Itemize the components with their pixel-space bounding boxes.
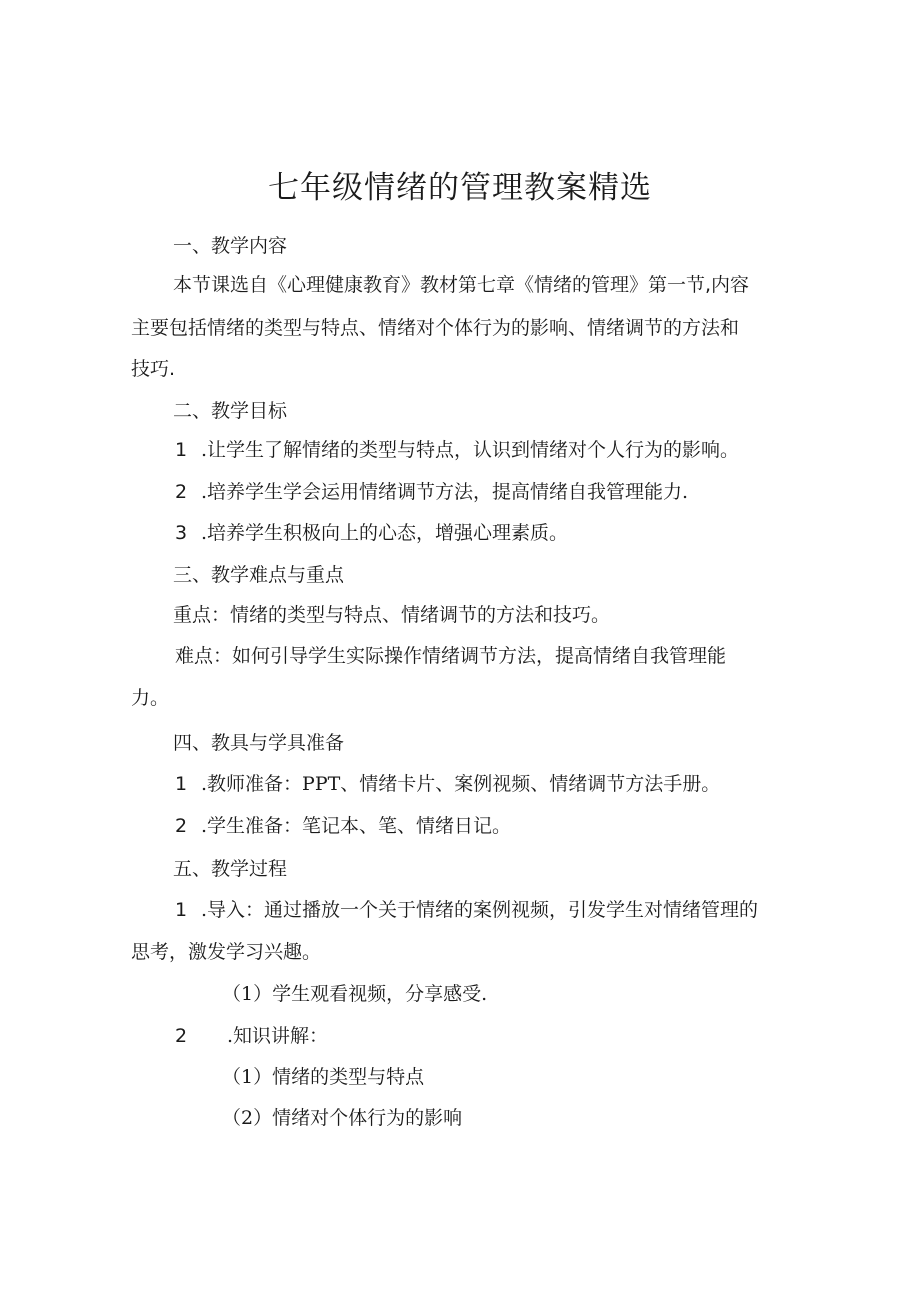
list-number: 2 — [175, 815, 188, 837]
list-text: .培养学生学会运用情绪调节方法，提高情绪自我管理能力. — [201, 481, 689, 503]
list-text: .知识讲解： — [227, 1025, 329, 1047]
list-text: .培养学生积极向上的心态，增强心理素质。 — [201, 522, 569, 544]
section-heading-objectives: 二、教学目标 — [173, 400, 288, 422]
list-text: .让学生了解情绪的类型与特点，认识到情绪对个人行为的影响。 — [201, 439, 740, 461]
list-text: .教师准备：PPT、情绪卡片、案例视频、情绪调节方法手册。 — [201, 773, 721, 795]
section-heading-process: 五、教学过程 — [173, 858, 288, 880]
list-number: 1 — [175, 899, 188, 921]
list-number: 2 — [175, 481, 188, 503]
materials-item-2 — [175, 812, 511, 841]
objective-item-3 — [175, 519, 568, 548]
list-number: 2 — [175, 1025, 188, 1047]
content-paragraph-line-2: 主要包括情绪的类型与特点、情绪对个体行为的影响、情绪调节的方法和 — [131, 317, 740, 339]
list-text: .学生准备：笔记本、笔、情绪日记。 — [201, 815, 512, 837]
content-paragraph-line-3: 技巧. — [131, 358, 176, 380]
process-step-2 — [175, 1022, 328, 1051]
section-heading-materials: 四、教具与学具准备 — [173, 732, 345, 754]
key-point-text: 重点：情绪的类型与特点、情绪调节的方法和技巧。 — [173, 604, 611, 626]
difficulty-text-line-1: 难点：如何引导学生实际操作情绪调节方法，提高情绪自我管理能 — [175, 645, 727, 667]
list-text: .导入：通过播放一个关于情绪的案例视频，引发学生对情绪管理的 — [201, 899, 759, 921]
process-step-1-line-1 — [175, 896, 758, 925]
section-heading-key-points: 三、教学难点与重点 — [173, 564, 345, 586]
difficulty-text-line-2: 力。 — [131, 687, 170, 709]
list-number: 1 — [175, 773, 188, 795]
process-step-2-sub-1: （1）情绪的类型与特点 — [222, 1066, 425, 1088]
section-heading-content: 一、教学内容 — [173, 235, 288, 257]
list-number: 3 — [175, 522, 188, 544]
list-number: 1 — [175, 439, 188, 461]
objective-item-1 — [175, 436, 739, 465]
materials-item-1 — [175, 770, 720, 799]
process-step-1-sub-1: （1）学生观看视频，分享感受. — [222, 983, 488, 1005]
process-step-2-sub-2: （2）情绪对个体行为的影响 — [222, 1107, 463, 1129]
objective-item-2 — [175, 478, 688, 507]
document-title: 七年级情绪的管理教案精选 — [268, 170, 652, 206]
content-paragraph-line-1: 本节课选自《心理健康教育》教材第七章《情绪的管理》第一节,内容 — [173, 274, 750, 296]
process-step-1-line-2: 思考，激发学习兴趣。 — [131, 941, 322, 963]
